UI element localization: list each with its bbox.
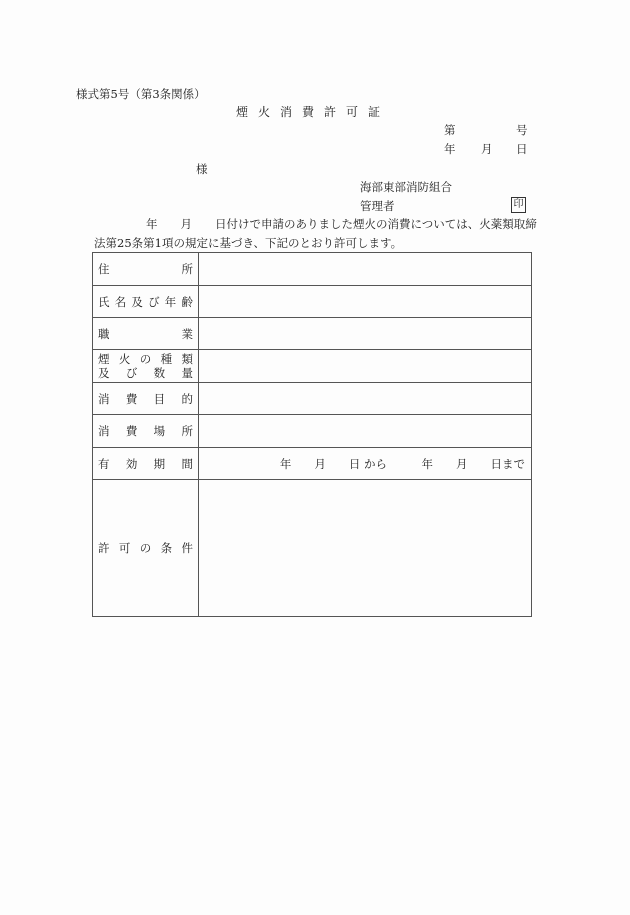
label-char: 種 <box>160 352 173 366</box>
body-text-line-2: 法第25条第1項の規定に基づき、下記のとおり許可します。 <box>94 236 403 250</box>
value-address[interactable] <box>199 253 532 286</box>
label-char: 量 <box>181 366 193 380</box>
permit-number-suffix: 号 <box>516 123 528 137</box>
label-char: 及 <box>98 366 110 380</box>
value-occupation[interactable] <box>199 318 532 350</box>
label-char: 費 <box>125 391 138 406</box>
label-char: 齢 <box>181 294 193 309</box>
label-char: 所 <box>181 424 193 438</box>
label-char: 所 <box>181 262 193 276</box>
table-row-location <box>93 415 532 448</box>
table-row-occupation <box>93 318 532 350</box>
label-char: 職 <box>98 326 110 341</box>
label-validity-period <box>93 448 199 480</box>
value-name-age[interactable] <box>199 286 532 318</box>
issue-date-year: 年 <box>444 142 456 156</box>
label-char: び <box>148 294 160 309</box>
label-char: 可 <box>118 541 131 555</box>
label-char: 氏 <box>98 294 110 309</box>
issuer-organization: 海部東部消防組合 <box>360 180 452 194</box>
label-char: 場 <box>153 424 166 438</box>
label-char: の <box>139 352 152 366</box>
table-row-address <box>93 253 532 286</box>
label-purpose <box>93 383 199 415</box>
value-conditions[interactable] <box>199 480 532 617</box>
seal-stamp-box: 印 <box>511 197 526 213</box>
label-conditions <box>93 480 199 617</box>
form-number: 様式第5号（第3条関係） <box>76 87 206 101</box>
table-row-conditions <box>93 480 532 617</box>
label-char: の <box>139 541 152 555</box>
label-char: 許 <box>98 541 110 555</box>
body-text-line-1: 年 月 日付けで申請のありました煙火の消費については、火薬類取締 <box>146 217 537 231</box>
label-char: 業 <box>181 326 193 341</box>
label-char: 間 <box>181 456 193 471</box>
label-char: 期 <box>153 456 166 471</box>
label-char: 消 <box>98 391 110 406</box>
table-row-fireworks-type <box>93 350 532 383</box>
issuer-title: 管理者 <box>360 199 395 213</box>
label-char: 効 <box>125 456 138 471</box>
label-char: 数 <box>153 366 166 380</box>
value-location[interactable] <box>199 415 532 448</box>
label-char: 消 <box>98 424 110 438</box>
label-char: 費 <box>125 424 138 438</box>
permit-number-prefix: 第 <box>444 123 456 137</box>
label-fireworks-type-quantity <box>93 350 199 383</box>
value-fireworks-type[interactable] <box>199 350 532 383</box>
validity-period-text: 年 月 日 から 年 月 日まで <box>279 456 525 471</box>
label-char: 目 <box>153 391 166 406</box>
label-address <box>93 253 199 286</box>
label-char: 有 <box>98 456 110 471</box>
document-title: 煙火消費許可証 <box>236 105 391 119</box>
addressee-suffix: 様 <box>196 162 208 176</box>
label-char: 住 <box>98 262 110 276</box>
table-row-validity <box>93 448 532 480</box>
table-row-purpose <box>93 383 532 415</box>
label-occupation <box>93 318 199 350</box>
label-char: 的 <box>181 391 193 406</box>
value-validity-period[interactable] <box>199 448 532 480</box>
label-char: 件 <box>181 541 193 555</box>
table-row-name-age <box>93 286 532 318</box>
label-char: 火 <box>118 352 131 366</box>
issue-date-month: 月 <box>481 142 493 156</box>
label-name-age <box>93 286 199 318</box>
label-char: 名 <box>114 294 127 309</box>
label-char: 及 <box>131 294 143 309</box>
label-char: 年 <box>164 294 177 309</box>
value-purpose[interactable] <box>199 383 532 415</box>
label-char: び <box>125 366 138 380</box>
label-char: 類 <box>181 352 193 366</box>
label-char: 条 <box>160 541 173 555</box>
label-location <box>93 415 199 448</box>
issue-date-day: 日 <box>516 142 528 156</box>
permit-table <box>92 252 532 617</box>
label-char: 煙 <box>98 352 110 366</box>
